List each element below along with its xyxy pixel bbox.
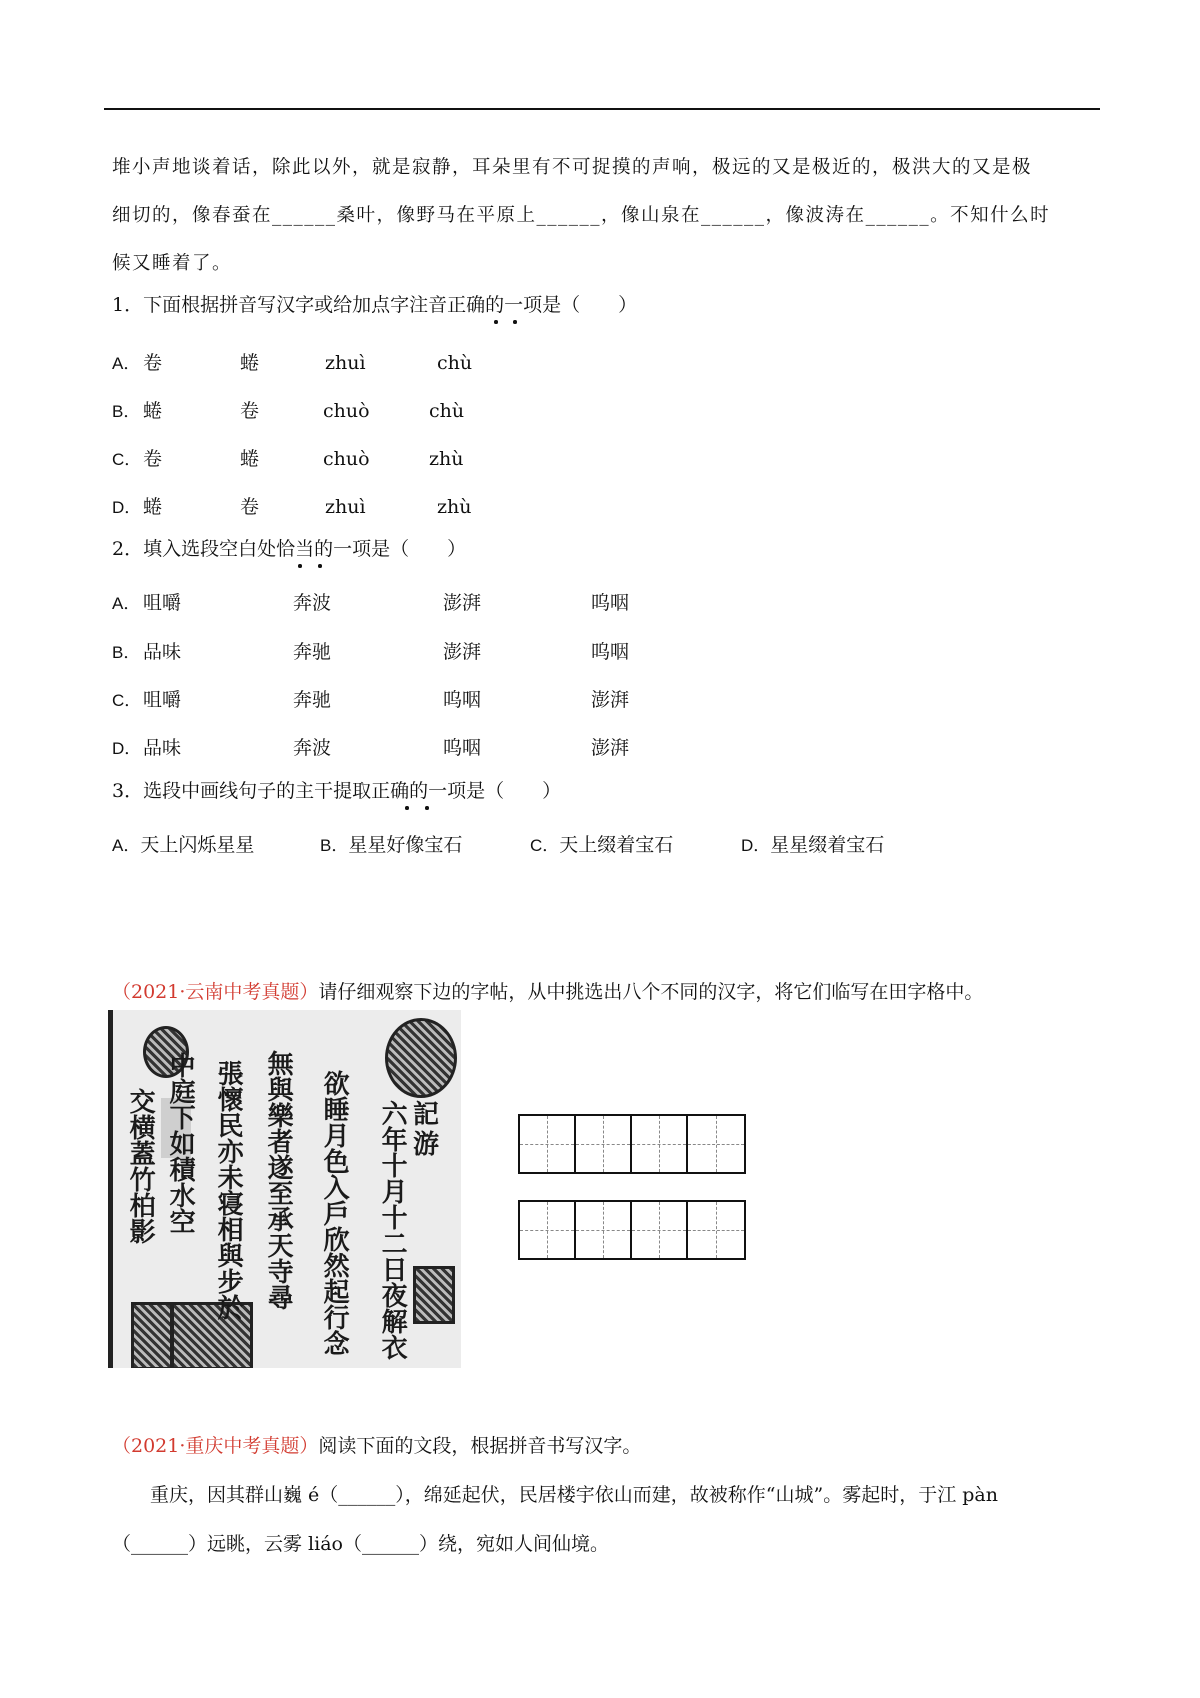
- q1-d-word-2: 卷: [240, 496, 260, 518]
- q3-option-c[interactable]: C．天上缀着宝石: [530, 834, 674, 856]
- blank-3[interactable]: ______: [701, 205, 766, 226]
- q2-c-word-4: 澎湃: [591, 689, 630, 711]
- question-3-stem: 3．选段中画线句子的主干提取正确的一项是（ ）: [112, 780, 562, 802]
- passage-line-1: 堆小声地谈着话，除此以外，就是寂静，耳朵里有不可捉摸的声响，极远的又是极近的，极洪大的又是极: [112, 157, 1033, 178]
- emphasis-dot: [425, 806, 429, 810]
- source-tag: （2021·云南中考真题）: [112, 981, 319, 1003]
- q1-b-word-4: chù: [429, 400, 465, 422]
- emphasis-dot: [298, 564, 302, 568]
- q2-option-c[interactable]: C．: [112, 691, 142, 710]
- emphasis-dot: [405, 806, 409, 810]
- blank-1[interactable]: ______: [272, 205, 337, 226]
- q1-b-word-1: 蜷: [143, 400, 163, 422]
- q1-a-word-4: chù: [437, 352, 473, 374]
- q2-a-word-4: 呜咽: [591, 592, 630, 614]
- question-4-heading: （2021·云南中考真题）请仔细观察下边的字帖，从中挑选出八个不同的汉字，将它们临写在田字格中。: [112, 981, 984, 1003]
- calligraphy-column-4: 中庭下如積水空: [165, 1052, 196, 1234]
- q2-d-word-3: 呜咽: [443, 737, 482, 759]
- q2-option-d[interactable]: D．: [112, 739, 142, 758]
- q1-c-word-4: zhù: [429, 448, 464, 470]
- q1-d-word-3: zhuì: [325, 496, 366, 518]
- seal-stamp: [385, 1018, 457, 1098]
- q1-option-b[interactable]: B．: [112, 402, 141, 421]
- emphasis-dot: [318, 564, 322, 568]
- passage-line-3: 候又睡着了。: [112, 253, 233, 274]
- q2-c-word-2: 奔驰: [293, 689, 332, 711]
- calligraphy-column-3: 張懷民亦未寝相與步於: [213, 1060, 244, 1320]
- tianzi-cell[interactable]: [632, 1202, 688, 1258]
- source-tag: （2021·重庆中考真题）: [112, 1435, 319, 1457]
- calligraphy-column-2: 無與樂者遂至承天寺尋: [263, 1050, 294, 1310]
- q2-a-word-2: 奔波: [293, 592, 332, 614]
- tianzi-grid-row-1[interactable]: [518, 1114, 746, 1174]
- q1-b-word-2: 卷: [240, 400, 260, 422]
- q2-d-word-4: 澎湃: [591, 737, 630, 759]
- q2-option-b[interactable]: B．: [112, 643, 141, 662]
- q2-b-word-1: 品味: [143, 641, 182, 663]
- q1-c-word-1: 卷: [143, 448, 163, 470]
- blank-4[interactable]: ______: [865, 205, 931, 226]
- seal-stamp: [131, 1302, 173, 1368]
- q1-d-word-1: 蜷: [143, 496, 163, 518]
- calligraphy-copybook-image: [108, 1010, 461, 1368]
- q1-a-word-2: 蜷: [240, 352, 260, 374]
- q2-c-word-3: 呜咽: [443, 689, 482, 711]
- tianzi-cell[interactable]: [520, 1116, 576, 1172]
- q1-option-c[interactable]: C．: [112, 450, 142, 469]
- header-rule: [104, 108, 1100, 110]
- tianzi-cell[interactable]: [688, 1116, 744, 1172]
- passage-line-2: 细切的，像春蚕在______桑叶，像野马在平原上______，像山泉在______，像波涛在______。不知什么时: [112, 205, 1051, 226]
- q1-c-word-2: 蜷: [240, 448, 260, 470]
- q1-option-d[interactable]: D．: [112, 498, 142, 517]
- q5-passage-line-2: （______）远眺，云雾 liáo（______）绕，宛如人间仙境。: [112, 1533, 609, 1555]
- q2-b-word-4: 呜咽: [591, 641, 630, 663]
- q1-option-a[interactable]: A．: [112, 354, 141, 373]
- q3-option-b[interactable]: B．星星好像宝石: [320, 834, 463, 856]
- q2-b-word-2: 奔驰: [293, 641, 332, 663]
- q2-option-a[interactable]: A．: [112, 594, 141, 613]
- question-1-stem: 1．下面根据拼音写汉字或给加点字注音正确的一项是（ ）: [112, 294, 638, 316]
- tianzi-cell[interactable]: [688, 1202, 744, 1258]
- question-5-heading: （2021·重庆中考真题）阅读下面的文段，根据拼音书写汉字。: [112, 1435, 642, 1457]
- calligraphy-column-1: 欲睡月色入戶欣然起行念: [319, 1070, 350, 1356]
- blank-2[interactable]: ______: [536, 205, 602, 226]
- seal-stamp: [413, 1266, 455, 1324]
- calligraphy-column-5: 交横蓋竹柏影: [125, 1088, 156, 1244]
- q1-a-word-1: 卷: [143, 352, 163, 374]
- calligraphy-column-header: 六年十月十二日夜解衣: [377, 1100, 408, 1360]
- q2-a-word-1: 咀嚼: [143, 592, 182, 614]
- q5-passage-line-1: 重庆，因其群山巍 é（______），绵延起伏，民居楼宇依山而建，故被称作“山城”。雾起时，于江 pàn: [150, 1484, 998, 1506]
- calligraphy-column-title: 記 游: [413, 1100, 440, 1161]
- q2-d-word-1: 品味: [143, 737, 182, 759]
- tianzi-cell[interactable]: [576, 1116, 632, 1172]
- q1-b-word-3: chuò: [323, 400, 370, 422]
- q1-a-word-3: zhuì: [325, 352, 366, 374]
- q2-d-word-2: 奔波: [293, 737, 332, 759]
- q3-option-d[interactable]: D．星星缀着宝石: [741, 834, 885, 856]
- emphasis-dot: [513, 320, 517, 324]
- tianzi-grid-row-2[interactable]: [518, 1200, 746, 1260]
- tianzi-cell[interactable]: [520, 1202, 576, 1258]
- q1-c-word-3: chuò: [323, 448, 370, 470]
- q1-d-word-4: zhù: [437, 496, 472, 518]
- q2-c-word-1: 咀嚼: [143, 689, 182, 711]
- q2-a-word-3: 澎湃: [443, 592, 482, 614]
- question-2-stem: 2．填入选段空白处恰当的一项是（ ）: [112, 538, 467, 560]
- q2-b-word-3: 澎湃: [443, 641, 482, 663]
- emphasis-dot: [494, 320, 498, 324]
- tianzi-cell[interactable]: [632, 1116, 688, 1172]
- q3-option-a[interactable]: A．天上闪烁星星: [112, 834, 255, 856]
- tianzi-cell[interactable]: [576, 1202, 632, 1258]
